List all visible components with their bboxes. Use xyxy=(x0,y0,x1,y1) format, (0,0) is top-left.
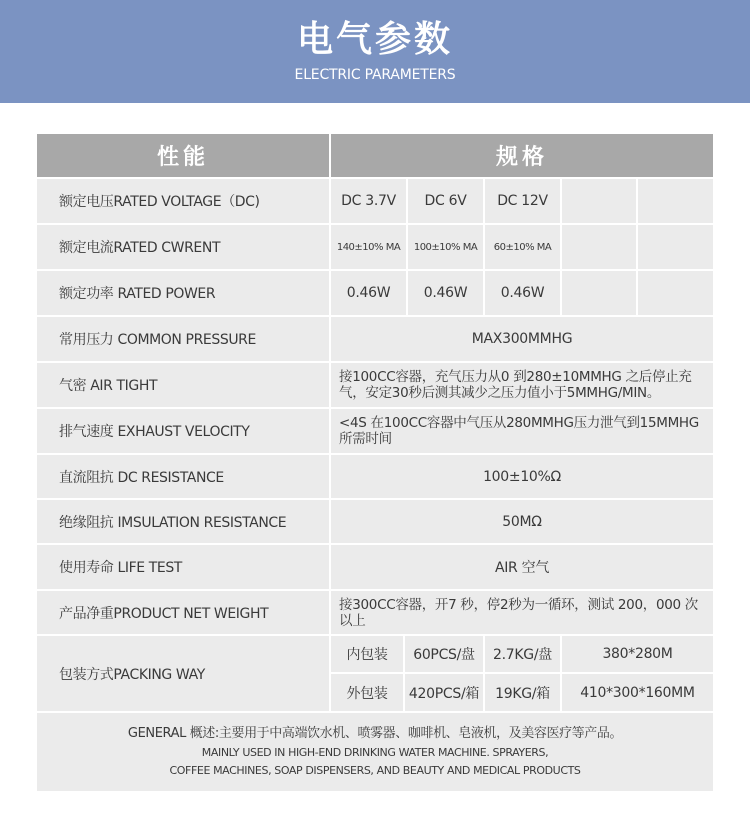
header-performance: 性能 xyxy=(37,134,329,177)
page-title: 电气参数 xyxy=(296,19,453,60)
label-net-weight: 产品净重PRODUCT NET WEIGHT xyxy=(37,591,329,634)
general-line-en-2: COFFEE MACHINES, SOAP DISPENSERS, AND BEAUTY AND MEDICAL PRODUCTS xyxy=(169,764,581,777)
label-dc-resistance: 直流阻抗 DC RESISTANCE xyxy=(37,455,329,498)
packing-outer-name: 外包装 xyxy=(331,674,403,711)
packing-inner-name: 内包装 xyxy=(331,636,403,672)
rated-current-2: 100±10% MA xyxy=(408,225,483,269)
packing-outer-size: 410*300*160MM xyxy=(562,674,713,711)
empty-cell xyxy=(638,225,713,269)
label-packing-way: 包装方式PACKING WAY xyxy=(37,636,329,711)
rated-power-1: 0.46W xyxy=(331,271,406,315)
label-insulation-resistance: 绝缘阻抗 IMSULATION RESISTANCE xyxy=(37,500,329,543)
general-line-en-1: MAINLY USED IN HIGH-END DRINKING WATER MACHINE. SPRAYERS, xyxy=(201,746,549,759)
label-common-pressure: 常用压力 COMMON PRESSURE xyxy=(37,317,329,361)
packing-inner-qty: 60PCS/盘 xyxy=(405,636,483,672)
rated-power-2: 0.46W xyxy=(408,271,483,315)
packing-outer-qty: 420PCS/箱 xyxy=(405,674,483,711)
life-test-value: AIR 空气 xyxy=(331,545,713,589)
common-pressure-value: MAX300MMHG xyxy=(331,317,713,361)
page-subtitle: ELECTRIC PARAMETERS xyxy=(294,67,456,83)
label-rated-voltage: 额定电压RATED VOLTAGE（DC) xyxy=(37,179,329,223)
general-description xyxy=(37,713,713,791)
packing-inner-size: 380*280M xyxy=(562,636,713,672)
label-rated-current: 额定电流RATED CWRENT xyxy=(37,225,329,269)
insulation-resistance-value: 50MΩ xyxy=(331,500,713,543)
net-weight-value: 接300CC容器，开7 秒，停2秒为一循环，测试 200，000 次以上 xyxy=(331,591,713,634)
general-line-cn: GENERAL 概述:主要用于中高端饮水机、喷雾器、咖啡机、皂液机，及美容医疗等产品。 xyxy=(127,726,623,741)
dc-resistance-value: 100±10%Ω xyxy=(331,455,713,498)
empty-cell xyxy=(638,179,713,223)
rated-voltage-3: DC 12V xyxy=(485,179,560,223)
exhaust-velocity-value: <4S 在100CC容器中气压从280MMHG压力泄气到15MMHG所需时间 xyxy=(331,409,713,453)
empty-cell xyxy=(562,271,636,315)
empty-cell xyxy=(562,225,636,269)
header-spec: 规格 xyxy=(331,134,713,177)
label-rated-power: 额定功率 RATED POWER xyxy=(37,271,329,315)
header-banner xyxy=(0,0,750,103)
rated-current-3: 60±10% MA xyxy=(485,225,560,269)
packing-inner-weight: 2.7KG/盘 xyxy=(485,636,560,672)
rated-voltage-1: DC 3.7V xyxy=(331,179,406,223)
air-tight-value: 接100CC容器，充气压力从0 到280±10MMHG 之后停止充气，安定30秒后测其减少之压力值小于5MMHG/MIN。 xyxy=(331,363,713,407)
empty-cell xyxy=(562,179,636,223)
rated-current-1: 140±10% MA xyxy=(331,225,406,269)
packing-outer-weight: 19KG/箱 xyxy=(485,674,560,711)
empty-cell xyxy=(638,271,713,315)
label-life-test: 使用寿命 LIFE TEST xyxy=(37,545,329,589)
label-exhaust-velocity: 排气速度 EXHAUST VELOCITY xyxy=(37,409,329,453)
rated-voltage-2: DC 6V xyxy=(408,179,483,223)
rated-power-3: 0.46W xyxy=(485,271,560,315)
label-air-tight: 气密 AIR TIGHT xyxy=(37,363,329,407)
